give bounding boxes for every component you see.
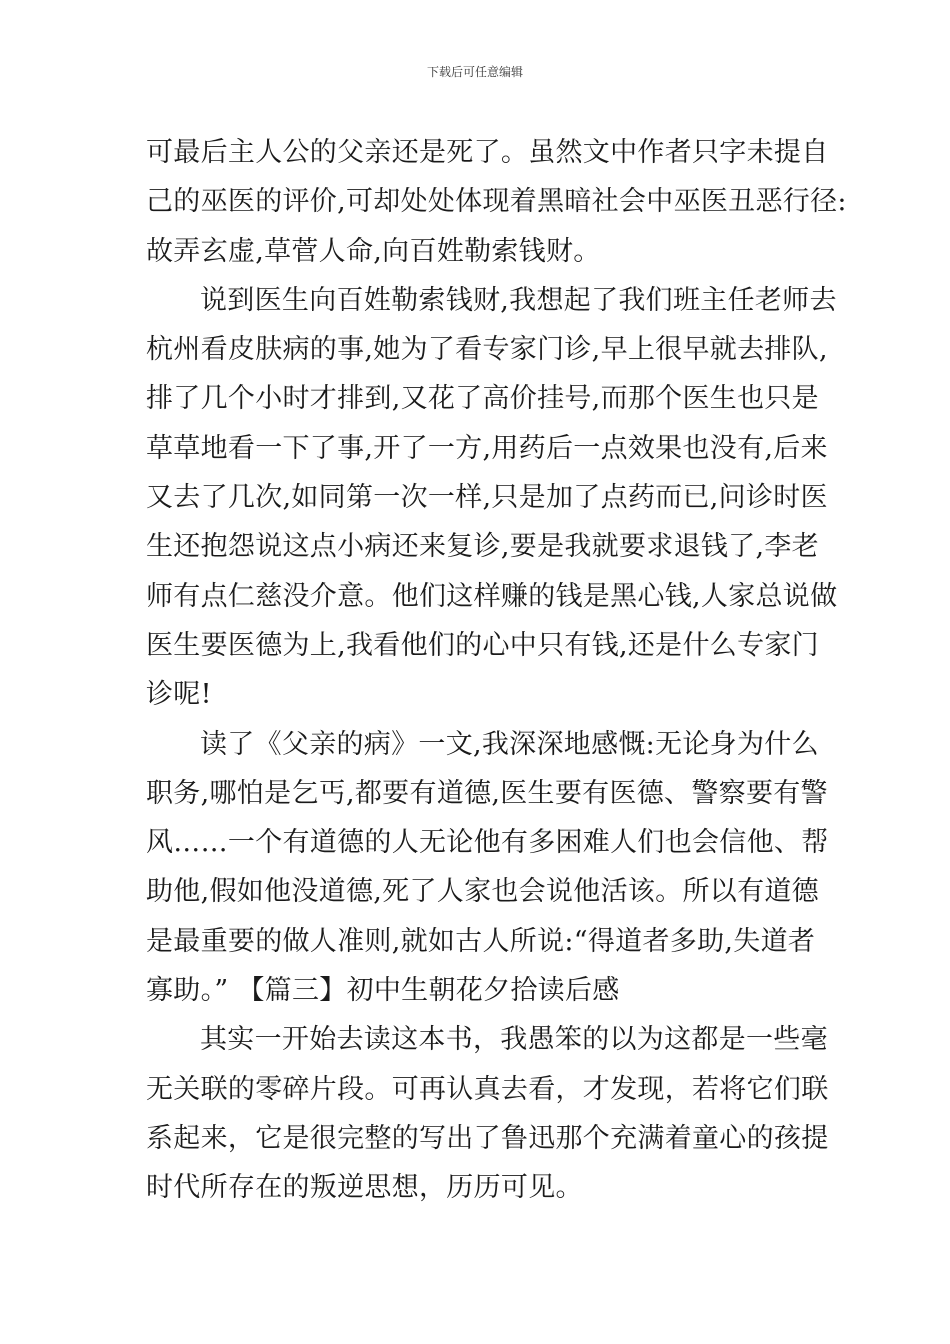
text-line: 杭州看皮肤病的事,她为了看专家门诊,早上很早就去排队, bbox=[146, 334, 828, 366]
text-line: 时代所存在的叛逆思想，历历可见。 bbox=[146, 1172, 583, 1204]
text-line: 又去了几次,如同第一次一样,只是加了点药而已,问诊时医 bbox=[146, 482, 828, 514]
text-line: 排了几个小时才排到,又花了高价挂号,而那个医生也只是 bbox=[146, 383, 819, 415]
text-line: 诊呢! bbox=[146, 679, 212, 711]
text-line: 系起来，它是很完整的写出了鲁迅那个充满着童心的孩提 bbox=[146, 1122, 829, 1154]
text-line: 医生要医德为上,我看他们的心中只有钱,还是什么专家门 bbox=[146, 629, 819, 661]
text-line: 故弄玄虚,草菅人命,向百姓勒索钱财。 bbox=[146, 235, 601, 267]
text-line: 职务,哪怕是乞丐,都要有道德,医生要有医德、警察要有警 bbox=[146, 777, 828, 809]
paragraph-first-line: 读了《父亲的病》一文,我深深地感慨:无论身为什么 bbox=[200, 728, 819, 760]
paragraph-first-line: 说到医生向百姓勒索钱财,我想起了我们班主任老师去 bbox=[200, 284, 837, 316]
paragraph-first-line: 其实一开始去读这本书，我愚笨的以为这都是一些毫 bbox=[200, 1024, 828, 1056]
text-line: 师有点仁慈没介意。他们这样赚的钱是黑心钱,人家总说做 bbox=[146, 580, 838, 612]
text-line: 草草地看一下了事,开了一方,用药后一点效果也没有,后来 bbox=[146, 432, 828, 464]
text-line: 助他,假如他没道德,死了人家也会说他活该。所以有道德 bbox=[146, 876, 819, 908]
text-line: 己的巫医的评价,可却处处体现着黑暗社会中巫医丑恶行径: bbox=[146, 186, 847, 218]
text-line: 无关联的零碎片段。可再认真去看，才发现，若将它们联 bbox=[146, 1073, 829, 1105]
text-line: 可最后主人公的父亲还是死了。虽然文中作者只字未提自 bbox=[146, 137, 829, 168]
page-header: 下载后可任意编辑 bbox=[426, 65, 523, 79]
text-line: 寡助。” 【篇三】初中生朝花夕拾读后感 bbox=[146, 975, 620, 1007]
text-line: 生还抱怨说这点小病还来复诊,要是我就要求退钱了,李老 bbox=[146, 531, 819, 563]
text-line: 风……一个有道德的人无论他有多困难人们也会信他、帮 bbox=[146, 827, 829, 859]
body-text bbox=[146, 128, 847, 1213]
text-line: 是最重要的做人准则,就如古人所说:“得道者多助,失道者 bbox=[146, 925, 816, 957]
